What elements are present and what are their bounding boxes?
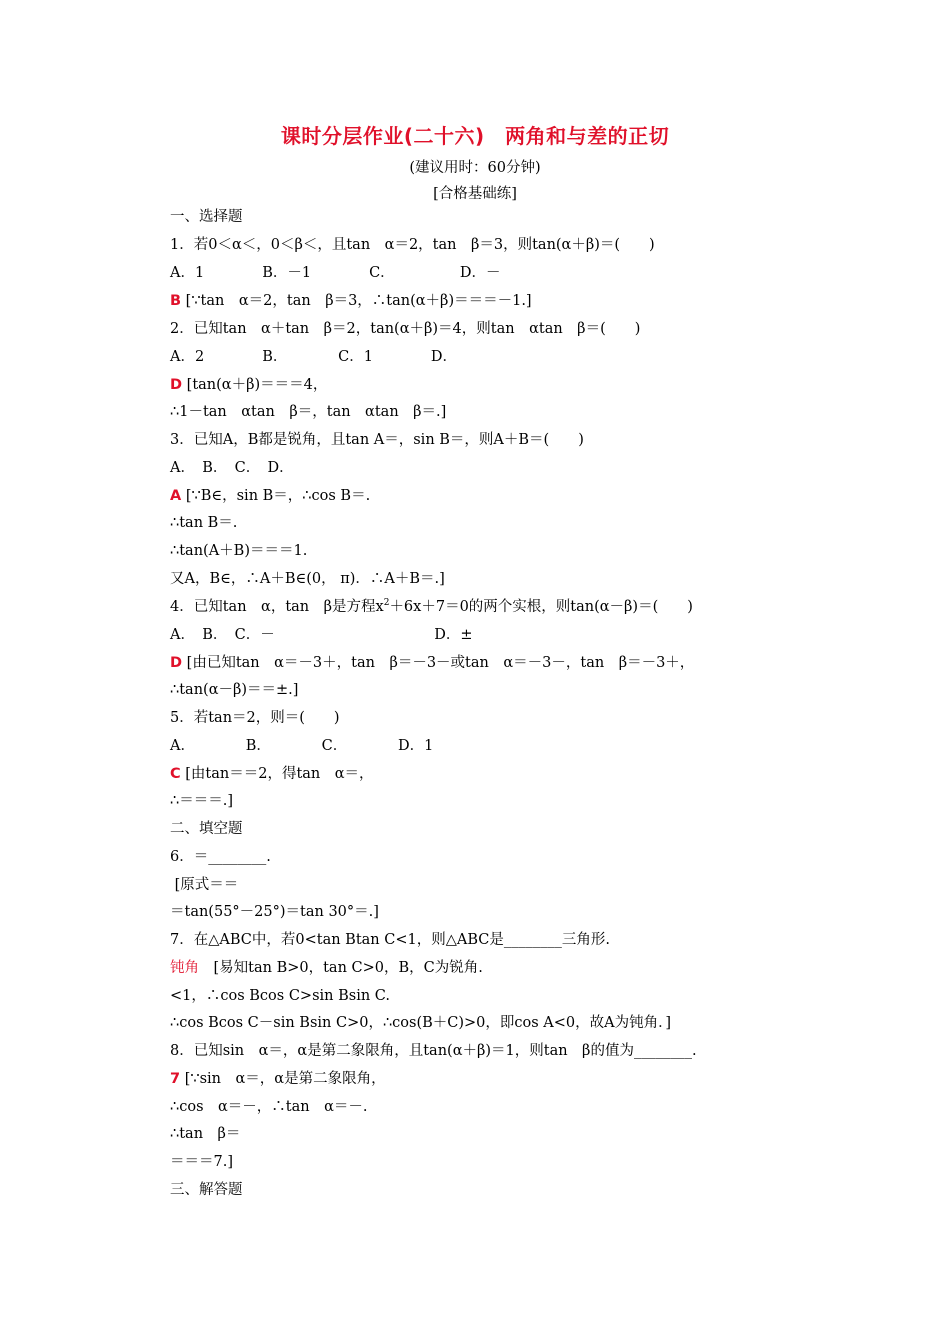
explanation-line: ∴＝＝＝.]: [170, 793, 233, 809]
answer-letter: D: [170, 655, 183, 671]
answer-8: [170, 1069, 386, 1089]
question-2-options: A．2 B． C．1 D．: [170, 349, 458, 365]
explanation-line: ＝＝＝7.]: [170, 1154, 233, 1170]
answer-4: [170, 653, 694, 673]
question-3: 3．已知A，B都是锐角，且tan A＝，sin B＝，则A＋B＝( ): [170, 432, 584, 448]
answer-5: [170, 764, 374, 784]
question-4-text-rest: ＋6x＋7＝0的两个实根，则tan(α－β)＝( ): [389, 599, 693, 615]
question-2: 2．已知tan α＋tan β＝2，tan(α＋β)＝4，则tan αtan β＝( ): [170, 321, 641, 337]
section-tag: [合格基础练]: [433, 186, 517, 202]
question-8: 8．已知sin α＝，α是第二象限角，且tan(α＋β)＝1，则tan β的值为________.: [170, 1043, 697, 1059]
section-heading-solve: 三、解答题: [170, 1182, 243, 1198]
explanation: [原式＝＝: [174, 877, 239, 893]
answer-2: [170, 375, 327, 395]
explanation-line: ∴cos α＝－，∴tan α＝－.: [170, 1099, 368, 1115]
explanation: [由已知tan α＝－3＋，tan β＝－3－或tan α＝－3－，tan β＝－3＋，: [186, 655, 695, 671]
exponent: 2: [383, 598, 390, 609]
page-title: 课时分层作业(二十六) 两角和与差的正切: [280, 124, 670, 148]
explanation: [∵tan α＝2，tan β＝3，∴tan(α＋β)＝＝＝－1.]: [185, 293, 532, 309]
answer-3: [170, 486, 370, 506]
time-note: (建议用时：60分钟): [409, 160, 541, 176]
answer-letter: A: [170, 488, 182, 504]
explanation: [∵B∈，sin B＝，∴cos B＝.: [185, 488, 371, 504]
answer-value: 钝角: [170, 960, 199, 976]
explanation: [tan(α＋β)＝＝＝4，: [186, 377, 328, 393]
answer-1: [170, 291, 532, 311]
answer-6: [170, 875, 238, 895]
section-heading-fill: 二、填空题: [170, 821, 243, 837]
answer-letter: B: [170, 293, 182, 309]
question-6: 6．＝________.: [170, 849, 271, 865]
question-5-options: A． B． C． D．1: [170, 738, 434, 754]
question-5: 5．若tan＝2，则＝( ): [170, 710, 340, 726]
answer-letter: C: [170, 766, 181, 782]
explanation: [易知tan B>0，tan C>0，B，C为锐角.: [213, 960, 483, 976]
explanation: [∵sin α＝，α是第二象限角，: [184, 1071, 386, 1087]
explanation-line: ∴tan(α－β)＝＝±.]: [170, 682, 299, 698]
section-heading-choice: 一、选择题: [170, 209, 243, 225]
answer-letter: D: [170, 377, 183, 393]
explanation-line: ∴tan(A＋B)＝＝＝1.: [170, 543, 308, 559]
explanation-line: ∴1－tan αtan β＝，tan αtan β＝.]: [170, 404, 447, 420]
explanation: [由tan＝＝2，得tan α＝，: [185, 766, 374, 782]
question-4-text: 4．已知tan α，tan β是方程x: [170, 599, 384, 615]
explanation-line: ∴cos Bcos C－sin Bsin C>0，∴cos(B＋C)>0，即cos A<0，故A为钝角．]: [170, 1015, 672, 1031]
question-3-options: A． B． C． D．: [170, 460, 294, 476]
explanation-line: ＝tan(55°－25°)＝tan 30°＝.]: [170, 904, 379, 920]
question-1: 1．若0＜α＜，0＜β＜，且tan α＝2，tan β＝3，则tan(α＋β)＝( ): [170, 237, 655, 253]
explanation-line: ∴tan β＝: [170, 1126, 241, 1142]
explanation-line: 又A，B∈，∴A＋B∈(0， π)．∴A＋B＝.]: [170, 571, 445, 587]
question-1-options: A．1 B．－1 C． D．－: [170, 265, 501, 281]
explanation-line: ∴tan B＝.: [170, 515, 238, 531]
question-7: 7．在△ABC中，若0<tan Btan C<1，则△ABC是________三角形.: [170, 932, 610, 948]
answer-7: [170, 958, 483, 978]
question-4-options: A． B． C．－ D．±: [170, 627, 473, 643]
question-4: [170, 597, 693, 617]
explanation-line: <1，∴cos Bcos C>sin Bsin C.: [170, 988, 390, 1004]
answer-value: 7: [170, 1071, 181, 1087]
